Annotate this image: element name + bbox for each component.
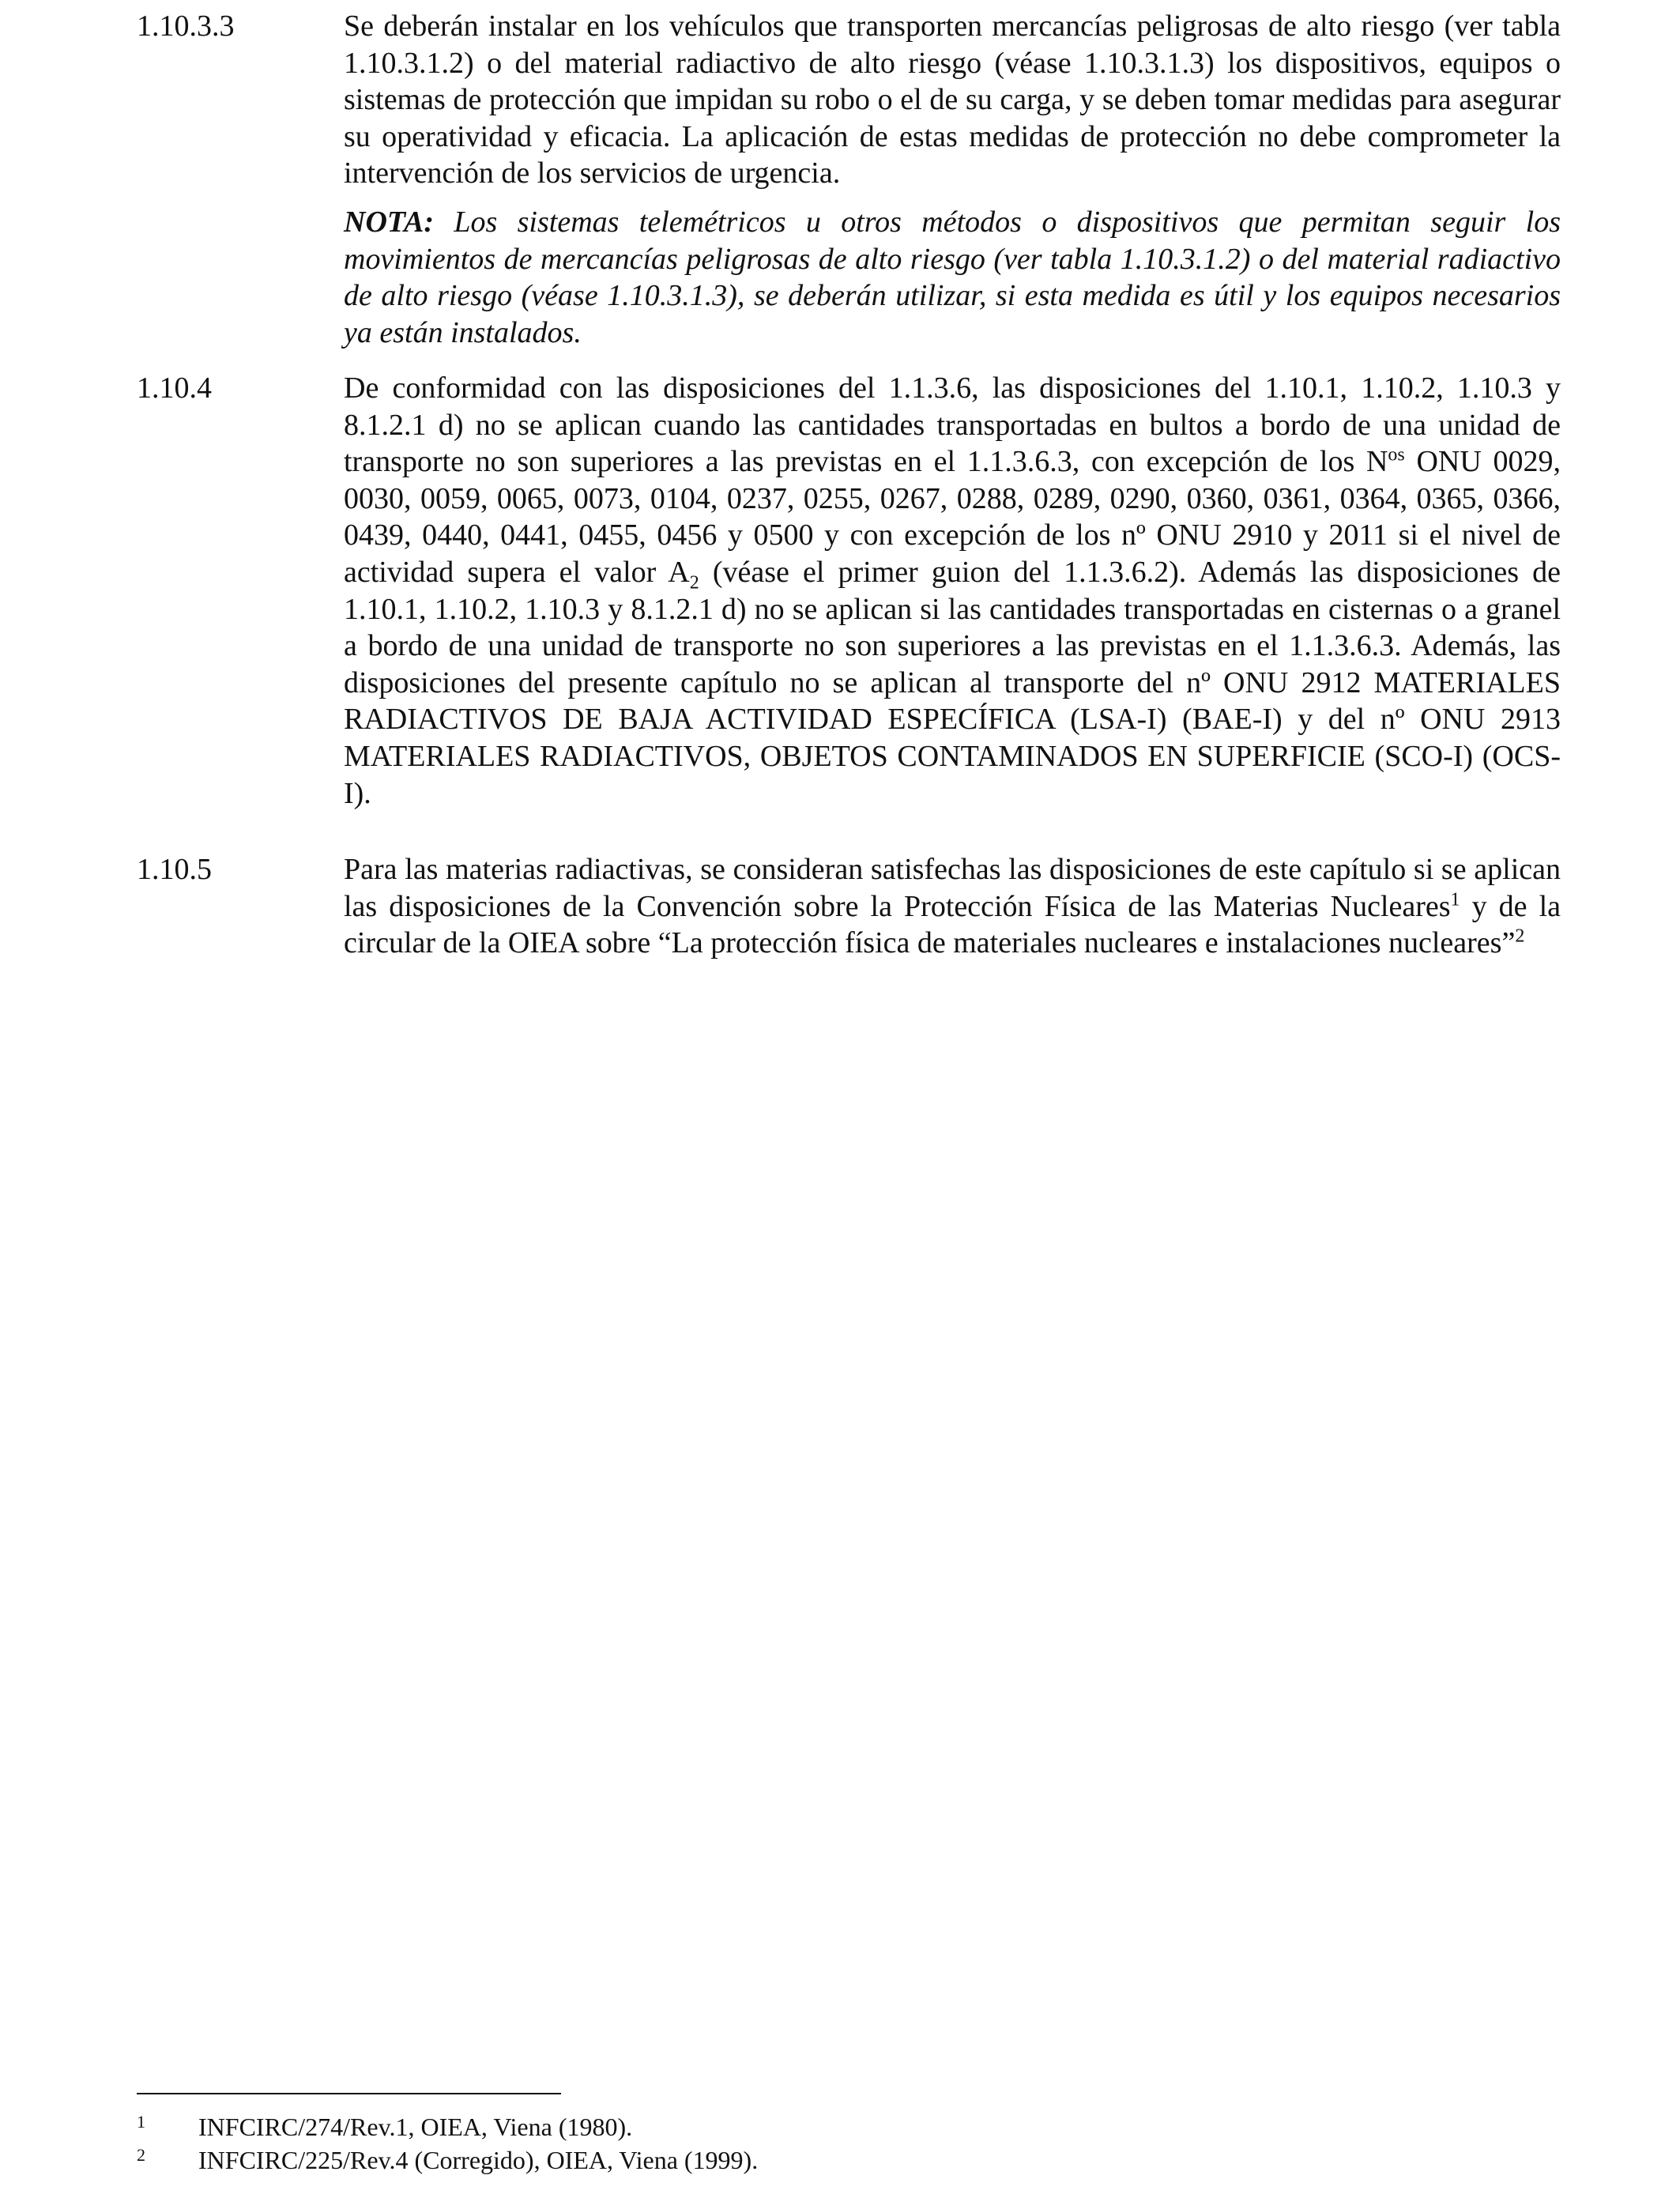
paragraph-text-part-a: De conformidad con las disposiciones del 1.1.3.6, las disposiciones del 1.10.1, 1.10.2, 1.10.3 y 8.1.2.1 d) no se aplican cuando las cantidades transportadas en bultos a bordo de una unidad de transporte no son superiores a las previstas en el 1.1.3.6.3, con excepción de los N — [344, 371, 1561, 479]
footnote-ref-2[interactable]: 2 — [1515, 925, 1525, 947]
section-text — [344, 851, 1561, 962]
paragraph-text-part-c: (véase el primer guion del 1.1.3.6.2). Además las disposiciones de 1.10.1, 1.10.2, 1.10.3 y 8.1.2.1 d) no se aplican si las cantidades transportadas en cisternas o a granel a bordo de una unidad de transporte no son superiores a las previstas en el 1.1.3.6.3. Además, las disposiciones del presente capítulo no se aplican al transporte del nº ONU 2912 MATERIALES RADIACTIVOS DE BAJA ACTIVIDAD ESPECÍFICA (LSA-I) (BAE-I) y del nº ONU 2913 MATERIALES RADIACTIVOS, OBJETOS CONTAMINADOS EN SUPERFICIE (SCO-I) (OCS-I). — [344, 555, 1561, 810]
section-number: 1.10.5 — [137, 853, 212, 886]
paragraph-text-part-b: y de la circular de la OIEA sobre “La protección física de materiales nucleares e instalaciones nucleares” — [344, 889, 1561, 960]
section-text — [344, 370, 1561, 812]
note-text: Los sistemas telemétricos u otros métodos o dispositivos que permitan seguir los movimientos de mercancías peligrosas de alto riesgo (ver tabla 1.10.3.1.2) o del material radiactivo de alto riesgo (véase 1.10.3.1.3), se deberán utilizar, si esta medida es útil y los equipos necesarios ya están instalados. — [344, 205, 1561, 349]
subscript-2: 2 — [689, 572, 699, 594]
note-label: NOTA: — [344, 205, 434, 239]
paragraph-text-part-a: Para las materias radiactivas, se consideran satisfechas las disposiciones de este capítulo si se aplican las disposiciones de la Convención sobre la Protección Física de las Materias Nucleares — [344, 853, 1561, 923]
section-number: 1.10.3.3 — [137, 9, 235, 43]
section-number: 1.10.4 — [137, 371, 212, 405]
footnote-text: INFCIRC/225/Rev.4 (Corregido), OIEA, Viena (1999). — [198, 2146, 759, 2174]
paragraph-text: Se deberán instalar en los vehículos que transporten mercancías peligrosas de alto riesgo (ver tabla 1.10.3.1.2) o del material radiactivo de alto riesgo (véase 1.10.3.1.3) los dispositivos, equipos o sistemas de protección que impidan su robo o el de su carga, y se deben tomar medidas para asegurar su operatividad y eficacia. La aplicación de estas medidas de protección no debe comprometer la intervención de los servicios de urgencia. — [344, 9, 1561, 190]
footnote-ref-1[interactable]: 1 — [1450, 888, 1460, 910]
superscript-os: os — [1388, 444, 1405, 466]
footnote-text: INFCIRC/274/Rev.1, OIEA, Viena (1980). — [198, 2113, 633, 2141]
footnote-divider — [137, 2093, 561, 2094]
footnote-mark: 2 — [137, 2145, 145, 2165]
footnote-mark: 1 — [137, 2112, 145, 2132]
note-block — [344, 204, 1561, 351]
section-text — [344, 8, 1561, 192]
paragraph-text-part-b: ONU 0029, 0030, 0059, 0065, 0073, 0104, 0237, 0255, 0267, 0288, 0289, 0290, 0360, 0361, 0364, 0365, 0366, 0439, 0440, 0441, 0455, 0456 y 0500 y con excepción de los nº ONU 2910 y 2011 si el nivel de actividad supera el valor A — [344, 445, 1561, 589]
